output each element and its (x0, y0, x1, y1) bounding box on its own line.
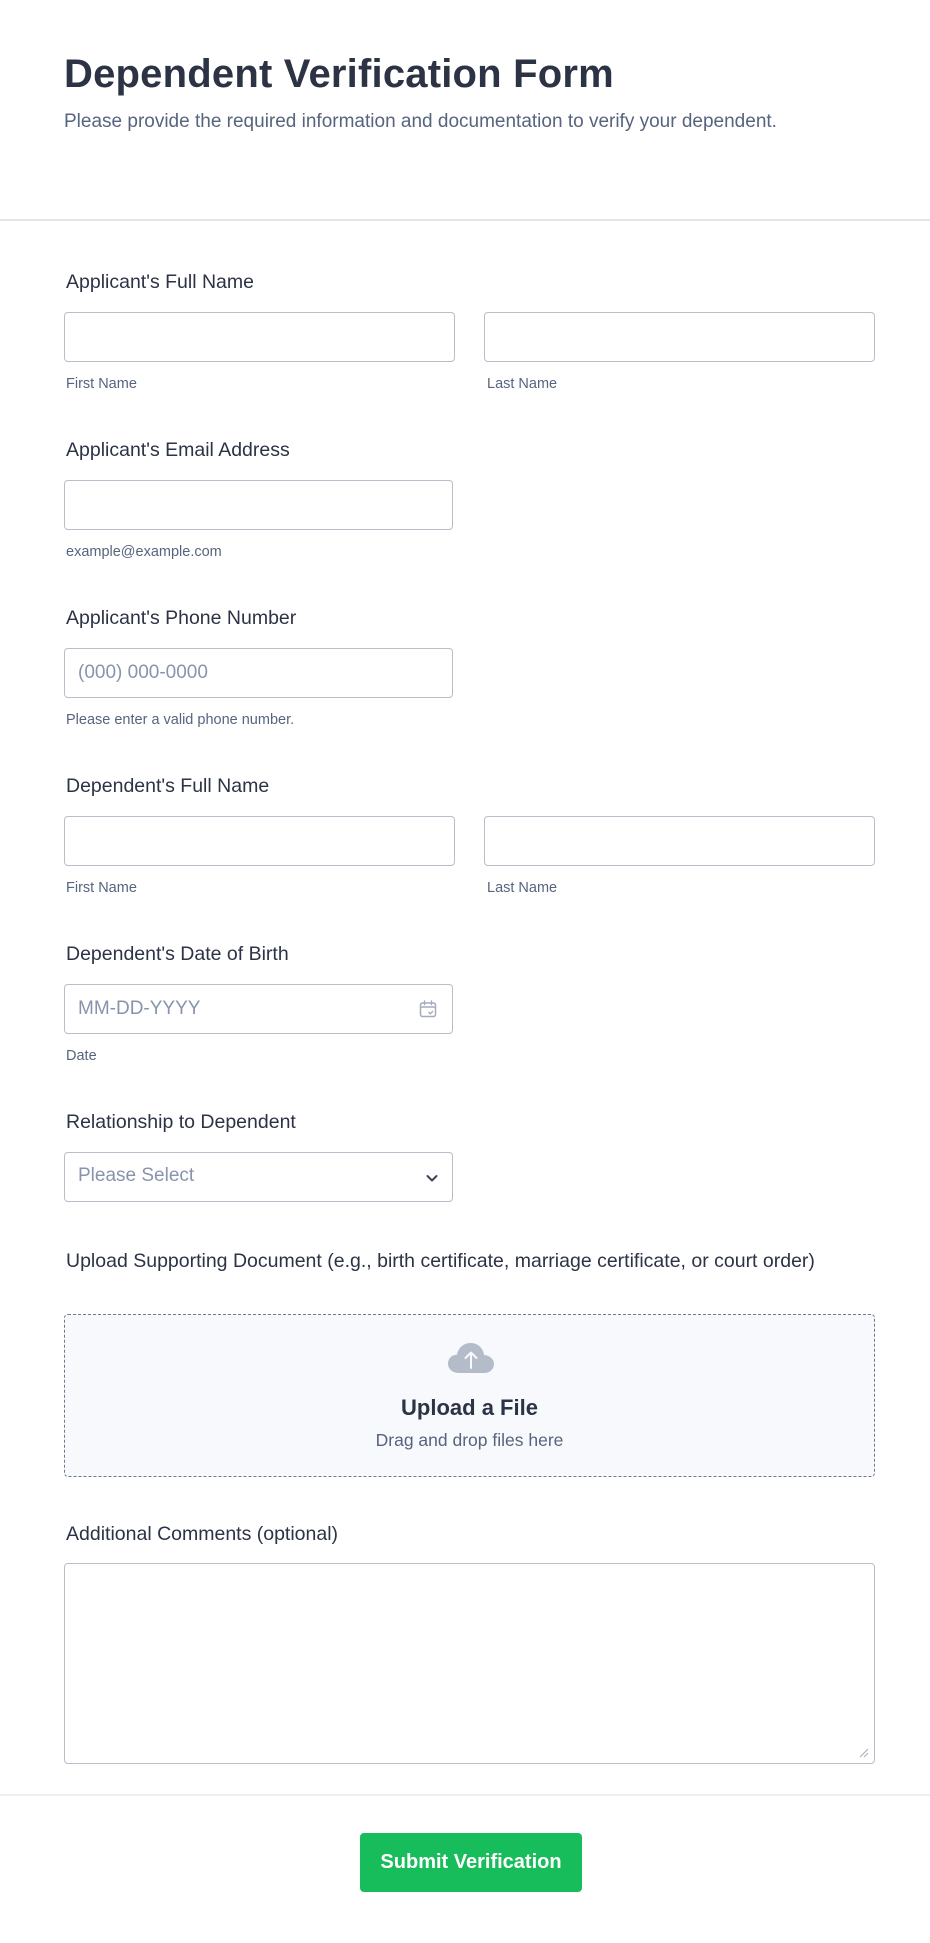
applicant-email-input[interactable] (64, 480, 453, 530)
upload-title: Upload a File (401, 1395, 538, 1420)
comments-label: Additional Comments (optional) (66, 1523, 339, 1545)
relationship-select[interactable] (64, 1152, 453, 1202)
applicant-phone-label: Applicant's Phone Number (66, 607, 297, 629)
applicant-first-name-sublabel: First Name (66, 376, 137, 392)
footer-divider (0, 1794, 930, 1796)
applicant-phone-input[interactable] (64, 648, 453, 698)
dependent-name-label: Dependent's Full Name (66, 775, 270, 797)
dependent-last-name-sublabel: Last Name (487, 880, 558, 896)
comments-textarea[interactable] (64, 1563, 875, 1764)
dependent-dob-label: Dependent's Date of Birth (66, 943, 289, 965)
applicant-email-label: Applicant's Email Address (66, 439, 290, 461)
page-title: Dependent Verification Form (64, 52, 614, 96)
submit-button[interactable]: Submit Verification (360, 1833, 582, 1892)
applicant-last-name-input[interactable] (484, 312, 875, 362)
dependent-first-name-sublabel: First Name (66, 880, 137, 896)
applicant-name-label: Applicant's Full Name (66, 271, 254, 293)
dependent-dob-input[interactable] (64, 984, 453, 1034)
file-upload-dropzone[interactable] (64, 1314, 875, 1477)
cloud-upload-icon (446, 1340, 496, 1376)
form-header (0, 0, 930, 221)
dependent-last-name-input[interactable] (484, 816, 875, 866)
dependent-dob-sublabel: Date (66, 1048, 97, 1064)
relationship-label: Relationship to Dependent (66, 1111, 296, 1133)
dependent-first-name-input[interactable] (64, 816, 455, 866)
page-subtitle: Please provide the required information and documentation to verify your dependent. (64, 111, 777, 132)
applicant-email-sublabel: example@example.com (66, 544, 222, 560)
upload-subtitle: Drag and drop files here (375, 1430, 564, 1450)
applicant-first-name-input[interactable] (64, 312, 455, 362)
upload-label: Upload Supporting Document (e.g., birth certificate, marriage certificate, or court order) (66, 1250, 815, 1272)
calendar-icon[interactable] (418, 999, 438, 1019)
resize-grip-icon[interactable] (859, 1748, 869, 1758)
applicant-phone-sublabel: Please enter a valid phone number. (66, 712, 295, 728)
applicant-last-name-sublabel: Last Name (487, 376, 558, 392)
chevron-down-icon (424, 1170, 440, 1186)
relationship-select-value: Please Select (78, 1165, 195, 1186)
